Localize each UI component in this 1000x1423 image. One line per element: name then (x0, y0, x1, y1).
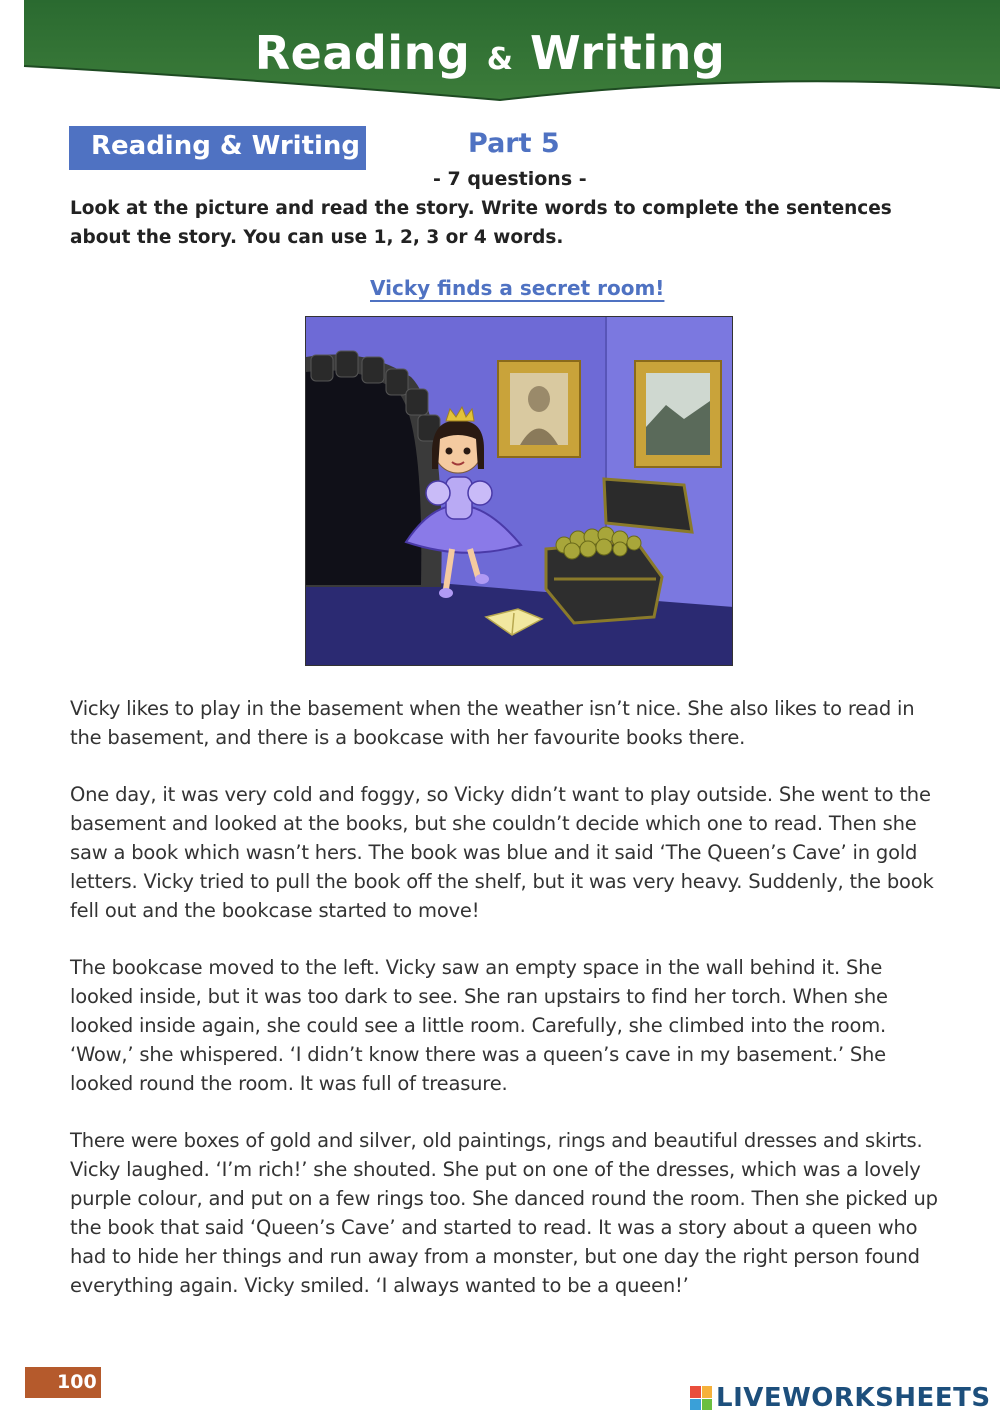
story-paragraph-3: The bookcase moved to the left. Vicky saw an empty space in the wall behind it. She looked inside, but it was too dark to see. She ran upstairs to find her torch. When she looked inside again, she could see a little room. Carefully, she climbed into the room. ‘Wow,’ she whispered. ‘I didn’t know there was a queen’s cave in my basement.’ She looked round the room. It was full of treasure. (70, 956, 888, 1095)
instructions: Look at the picture and read the story. Write words to complete the sentences about the story. You can use 1, 2, 3 or 4 words. (70, 198, 892, 248)
title-left: Reading (254, 26, 471, 80)
page-number: 100 (25, 1367, 101, 1398)
header-banner (0, 0, 1000, 110)
brand-name: LIVEWORKSHEETS (716, 1383, 991, 1413)
story-paragraph-4: There were boxes of gold and silver, old paintings, rings and beautiful dresses and skirts. Vicky laughed. ‘I’m rich!’ she shouted. She put on one of the dresses, which was a lovely purple colour, and put on a few rings too. She danced round the room. Then she picked up the book that said ‘Queen’s Cave’ and started to read. It was a story about a queen who had to hide her things and run away from a monster, but one day the right person found everything again. Vicky smiled. ‘I always wanted to be a queen!’ (70, 1129, 938, 1297)
illustration-art (306, 317, 733, 666)
brand-logo[interactable] (690, 1383, 991, 1413)
title-right: Writing (529, 26, 726, 80)
story-text (70, 694, 950, 1328)
section-tag: Reading & Writing (69, 126, 366, 170)
liveworksheets-logo-icon (690, 1386, 712, 1410)
part-title: Part 5 (468, 128, 560, 159)
question-count: - 7 questions - (433, 168, 587, 190)
title-ampersand: & (486, 42, 514, 77)
story-paragraph-2: One day, it was very cold and foggy, so Vicky didn’t want to play outside. She went to the basement and looked at the books, but she couldn’t decide which one to read. Then she saw a book which wasn’t hers. The book was blue and it said ‘The Queen’s Cave’ in gold letters. Vicky tried to pull the book off the shelf, but it was very heavy. Suddenly, the book fell out and the bookcase started to move! (70, 783, 934, 922)
story-paragraph-1: Vicky likes to play in the basement when the weather isn’t nice. She also likes to read in the basement, and there is a bookcase with her favourite books there. (70, 697, 915, 749)
page-title (0, 26, 980, 80)
story-illustration (305, 316, 733, 666)
story-title: Vicky finds a secret room! (370, 276, 665, 300)
